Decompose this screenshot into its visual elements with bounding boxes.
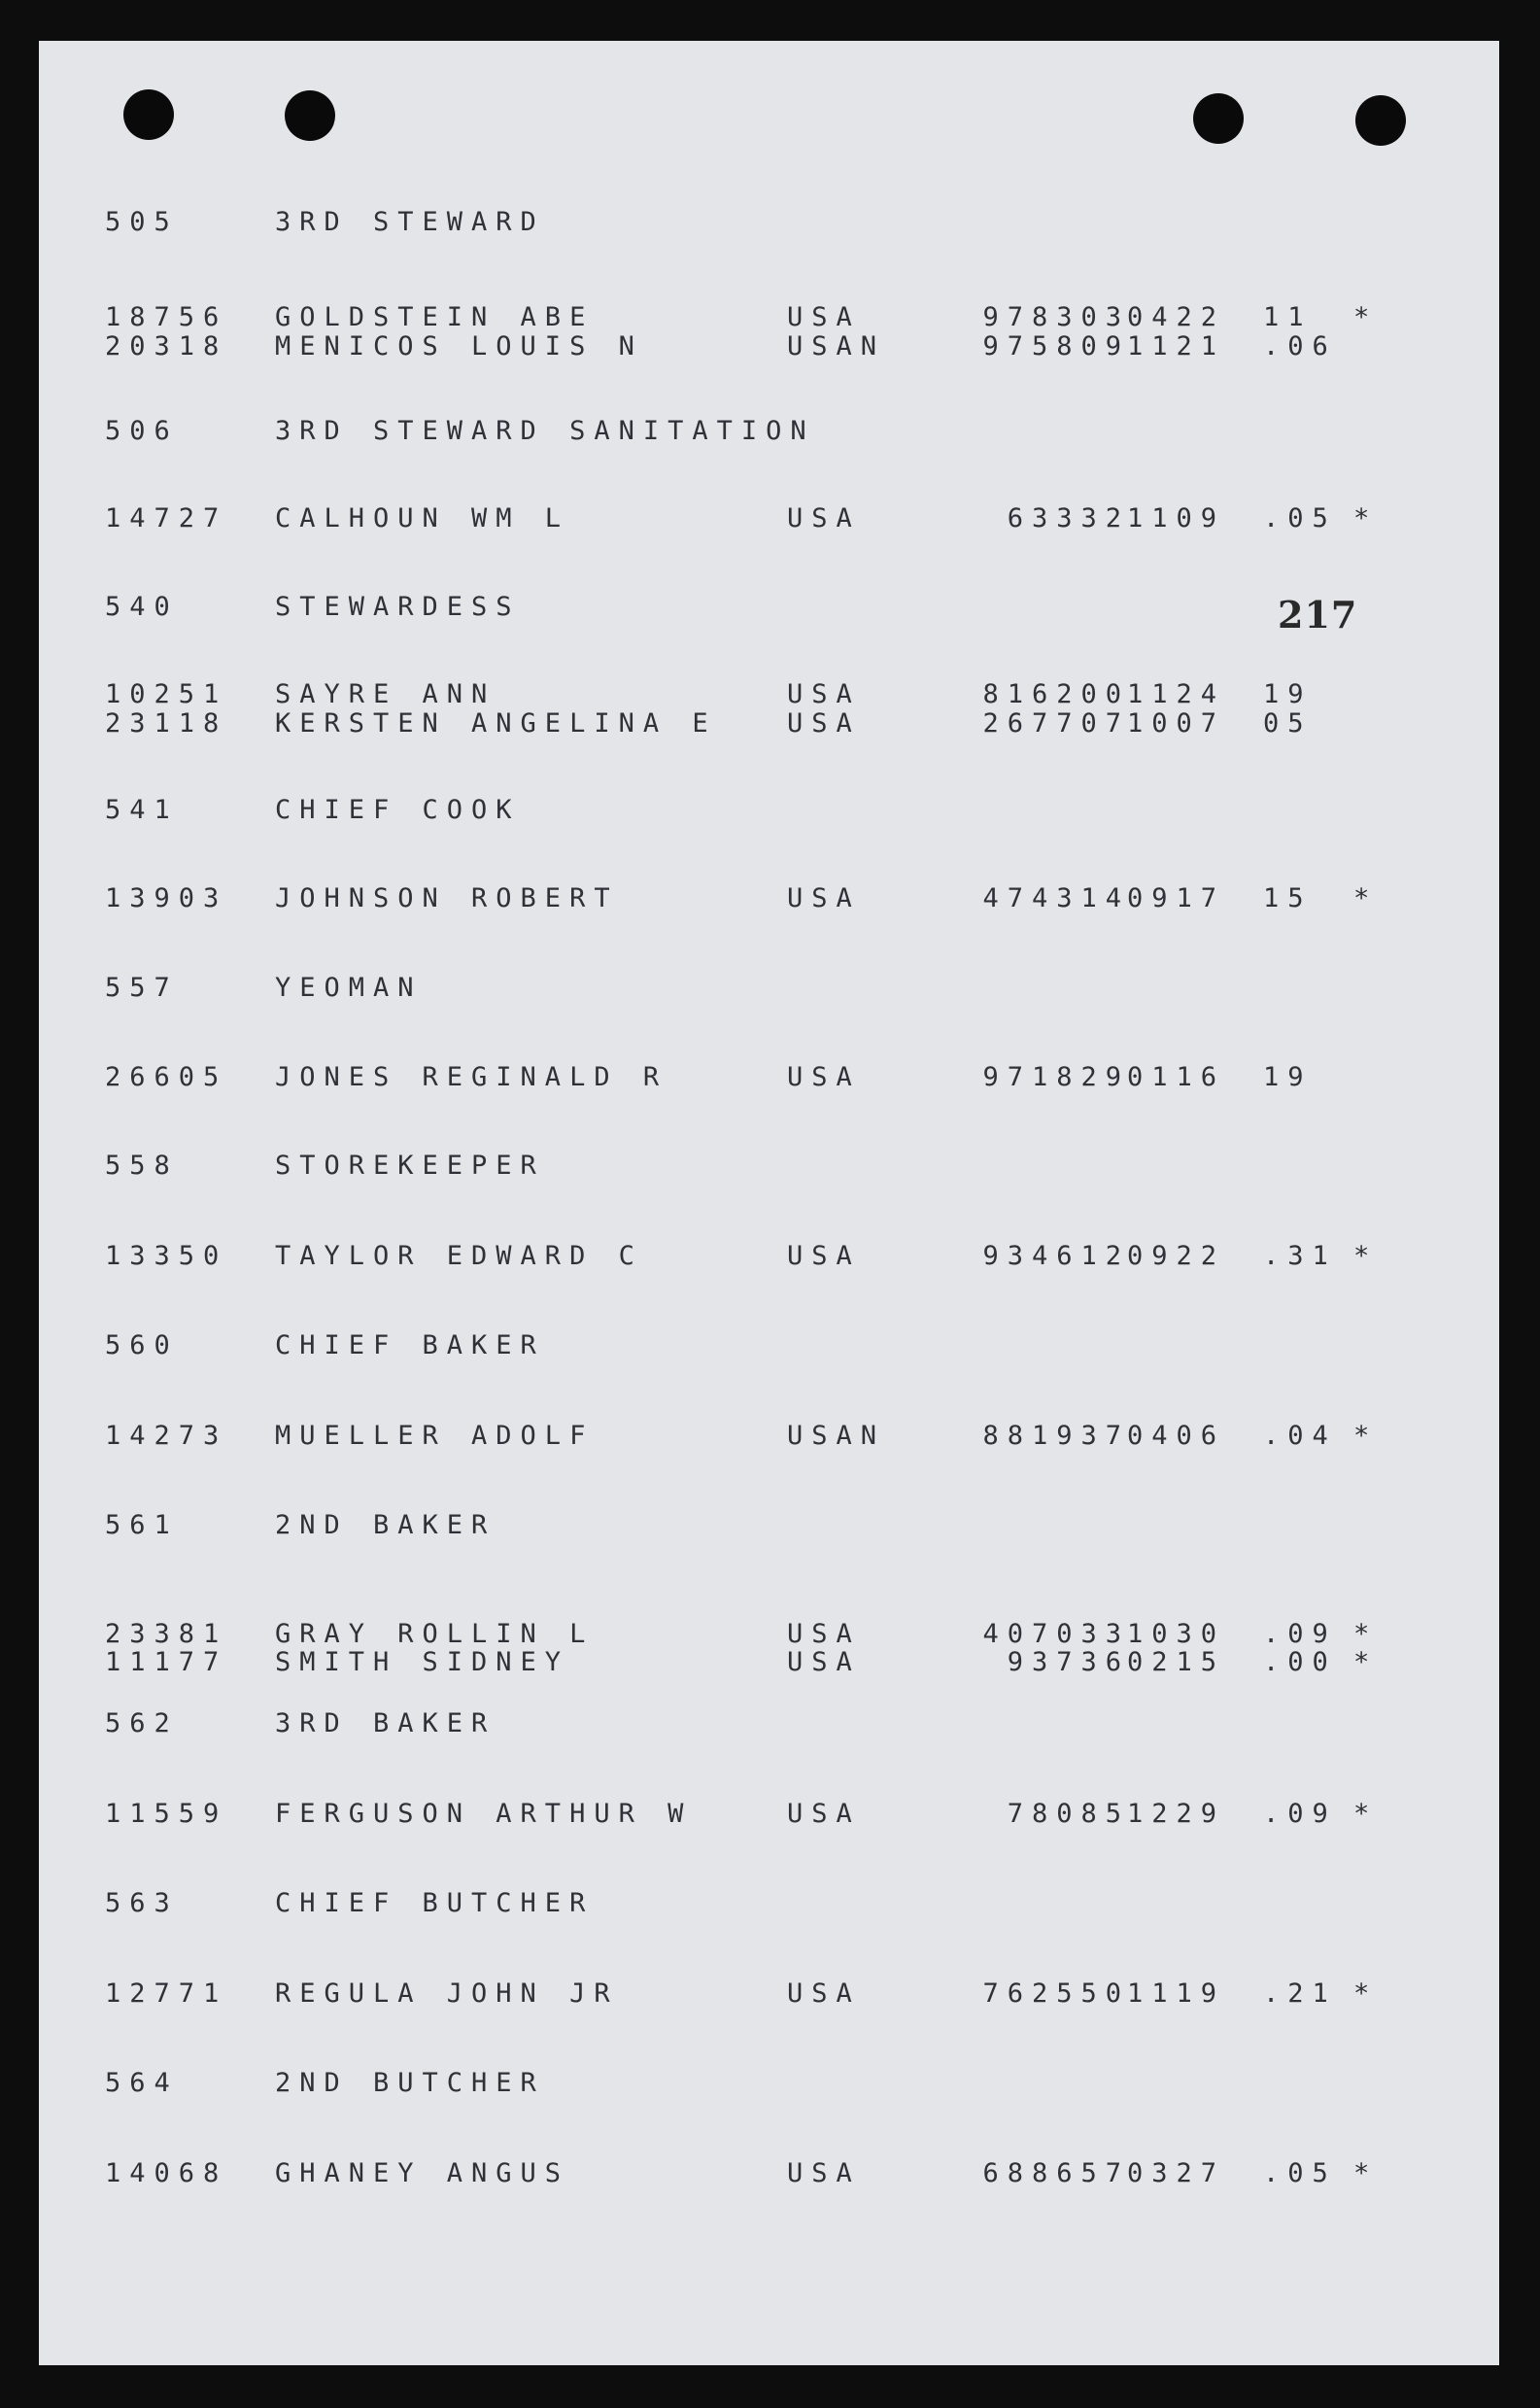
certificate-number: 762550 xyxy=(982,1978,1130,2009)
citizenship: USA xyxy=(787,679,861,709)
asterisk-mark: * xyxy=(1353,1619,1370,1649)
crew-id: 20318 xyxy=(105,331,228,361)
crew-id: 12771 xyxy=(105,1978,228,2009)
pay-code: .09 xyxy=(1263,1799,1337,1829)
pay-code: .04 xyxy=(1263,1421,1337,1451)
crew-id: 13903 xyxy=(105,883,228,913)
rating-code: 505 xyxy=(105,207,179,237)
rating-header xyxy=(39,415,1499,448)
citizenship: USAN xyxy=(787,331,886,361)
rating-title: CHIEF BUTCHER xyxy=(275,1888,595,1918)
date-code: 0922 xyxy=(1127,1241,1226,1271)
crew-entry xyxy=(39,882,1499,915)
date-code: 0215 xyxy=(1127,1647,1226,1677)
page-number-stamp: 217 xyxy=(1278,593,1358,636)
crew-name: KERSTEN ANGELINA E xyxy=(275,708,717,739)
rating-title: STOREKEEPER xyxy=(275,1151,545,1181)
pay-code: .05 xyxy=(1263,2158,1337,2188)
rating-title: CHIEF BAKER xyxy=(275,1330,545,1360)
certificate-number: 978303 xyxy=(982,302,1130,332)
crew-entry xyxy=(39,1978,1499,2011)
crew-entry xyxy=(39,502,1499,535)
pay-code: 11 xyxy=(1263,302,1313,332)
crew-name: GOLDSTEIN ABE xyxy=(275,302,595,332)
rating-title: 2ND BAKER xyxy=(275,1510,496,1540)
crew-id: 14273 xyxy=(105,1421,228,1451)
rating-title: 2ND BUTCHER xyxy=(275,2068,545,2098)
crew-id: 18756 xyxy=(105,302,228,332)
rating-header xyxy=(39,591,1499,624)
citizenship: USA xyxy=(787,503,861,533)
rating-code: 563 xyxy=(105,1888,179,1918)
date-code: 0116 xyxy=(1127,1062,1226,1092)
pay-code: 15 xyxy=(1263,883,1313,913)
citizenship: USA xyxy=(787,302,861,332)
rating-header xyxy=(39,1509,1499,1542)
crew-name: MUELLER ADOLF xyxy=(275,1421,595,1451)
crew-entry xyxy=(39,707,1499,740)
pay-code: .06 xyxy=(1263,331,1337,361)
certificate-number: 407033 xyxy=(982,1619,1130,1649)
pay-code: .00 xyxy=(1263,1647,1337,1677)
asterisk-mark: * xyxy=(1353,302,1370,332)
pay-code: .31 xyxy=(1263,1241,1337,1271)
crew-id: 26605 xyxy=(105,1062,228,1092)
asterisk-mark: * xyxy=(1353,503,1370,533)
rating-title: 3RD STEWARD SANITATION xyxy=(275,416,815,446)
crew-name: REGULA JOHN JR xyxy=(275,1978,619,2009)
date-code: 1030 xyxy=(1127,1619,1226,1649)
certificate-number: 971829 xyxy=(982,1062,1130,1092)
certificate-number: 934612 xyxy=(982,1241,1130,1271)
rating-code: 540 xyxy=(105,592,179,622)
asterisk-mark: * xyxy=(1353,1241,1370,1271)
crew-name: JONES REGINALD R xyxy=(275,1062,668,1092)
rating-title: CHIEF COOK xyxy=(275,795,521,825)
crew-id: 14727 xyxy=(105,503,228,533)
punch-hole xyxy=(285,90,335,141)
crew-id: 14068 xyxy=(105,2158,228,2188)
citizenship: USA xyxy=(787,2158,861,2188)
crew-id: 10251 xyxy=(105,679,228,709)
certificate-number: 975809 xyxy=(982,331,1130,361)
citizenship: USAN xyxy=(787,1421,886,1451)
pay-code: .05 xyxy=(1263,503,1337,533)
asterisk-mark: * xyxy=(1353,2158,1370,2188)
citizenship: USA xyxy=(787,1647,861,1677)
punch-hole xyxy=(1355,95,1406,146)
rating-header xyxy=(39,1150,1499,1183)
crew-entry xyxy=(39,678,1499,711)
asterisk-mark: * xyxy=(1353,1978,1370,2009)
crew-entry xyxy=(39,2157,1499,2190)
crew-name: SMITH SIDNEY xyxy=(275,1647,570,1677)
date-code: 1119 xyxy=(1127,1978,1226,2009)
citizenship: USA xyxy=(787,1619,861,1649)
certificate-number: 267707 xyxy=(982,708,1130,739)
certificate-number: 816200 xyxy=(982,679,1130,709)
date-code: 0917 xyxy=(1127,883,1226,913)
rating-code: 564 xyxy=(105,2068,179,2098)
crew-name: GRAY ROLLIN L xyxy=(275,1619,595,1649)
crew-entry xyxy=(39,1420,1499,1453)
rating-code: 541 xyxy=(105,795,179,825)
date-code: 1007 xyxy=(1127,708,1226,739)
pay-code: 19 xyxy=(1263,1062,1313,1092)
crew-entry xyxy=(39,1646,1499,1679)
certificate-number: 474314 xyxy=(982,883,1130,913)
rating-header xyxy=(39,794,1499,827)
rating-code: 562 xyxy=(105,1708,179,1738)
asterisk-mark: * xyxy=(1353,1647,1370,1677)
rating-header xyxy=(39,1887,1499,1920)
date-code: 1109 xyxy=(1127,503,1226,533)
citizenship: USA xyxy=(787,1799,861,1829)
crew-entry xyxy=(39,1061,1499,1094)
crew-id: 11559 xyxy=(105,1799,228,1829)
pay-code: .21 xyxy=(1263,1978,1337,2009)
punch-hole xyxy=(123,89,174,140)
date-code: 1229 xyxy=(1127,1799,1226,1829)
crew-name: SAYRE ANN xyxy=(275,679,496,709)
pay-code: .09 xyxy=(1263,1619,1337,1649)
crew-id: 13350 xyxy=(105,1241,228,1271)
crew-id: 23118 xyxy=(105,708,228,739)
citizenship: USA xyxy=(787,708,861,739)
asterisk-mark: * xyxy=(1353,1421,1370,1451)
rating-title: 3RD STEWARD xyxy=(275,207,545,237)
pay-code: 05 xyxy=(1263,708,1313,739)
certificate-number: 688657 xyxy=(982,2158,1130,2188)
rating-code: 506 xyxy=(105,416,179,446)
document-page xyxy=(39,41,1499,2365)
rating-title: 3RD BAKER xyxy=(275,1708,496,1738)
rating-header xyxy=(39,972,1499,1005)
crew-name: JOHNSON ROBERT xyxy=(275,883,619,913)
date-code: 0422 xyxy=(1127,302,1226,332)
rating-title: YEOMAN xyxy=(275,973,423,1003)
rating-header xyxy=(39,206,1499,239)
crew-entry xyxy=(39,301,1499,334)
asterisk-mark: * xyxy=(1353,1799,1370,1829)
date-code: 0327 xyxy=(1127,2158,1226,2188)
rating-header xyxy=(39,1707,1499,1740)
crew-id: 23381 xyxy=(105,1619,228,1649)
rating-code: 557 xyxy=(105,973,179,1003)
date-code: 0406 xyxy=(1127,1421,1226,1451)
rating-title: STEWARDESS xyxy=(275,592,521,622)
crew-entry xyxy=(39,330,1499,363)
certificate-number: 63332 xyxy=(1007,503,1130,533)
crew-entry xyxy=(39,1240,1499,1273)
crew-name: TAYLOR EDWARD C xyxy=(275,1241,643,1271)
date-code: 1121 xyxy=(1127,331,1226,361)
rating-code: 560 xyxy=(105,1330,179,1360)
rating-header xyxy=(39,2067,1499,2100)
citizenship: USA xyxy=(787,1241,861,1271)
certificate-number: 93736 xyxy=(1007,1647,1130,1677)
pay-code: 19 xyxy=(1263,679,1313,709)
certificate-number: 78085 xyxy=(1007,1799,1130,1829)
crew-id: 11177 xyxy=(105,1647,228,1677)
crew-name: MENICOS LOUIS N xyxy=(275,331,643,361)
crew-name: GHANEY ANGUS xyxy=(275,2158,570,2188)
certificate-number: 881937 xyxy=(982,1421,1130,1451)
rating-code: 561 xyxy=(105,1510,179,1540)
date-code: 1124 xyxy=(1127,679,1226,709)
crew-name: CALHOUN WM L xyxy=(275,503,570,533)
rating-code: 558 xyxy=(105,1151,179,1181)
asterisk-mark: * xyxy=(1353,883,1370,913)
citizenship: USA xyxy=(787,883,861,913)
citizenship: USA xyxy=(787,1062,861,1092)
rating-header xyxy=(39,1329,1499,1362)
crew-name: FERGUSON ARTHUR W xyxy=(275,1799,693,1829)
crew-entry xyxy=(39,1798,1499,1831)
citizenship: USA xyxy=(787,1978,861,2009)
punch-hole xyxy=(1193,93,1244,144)
